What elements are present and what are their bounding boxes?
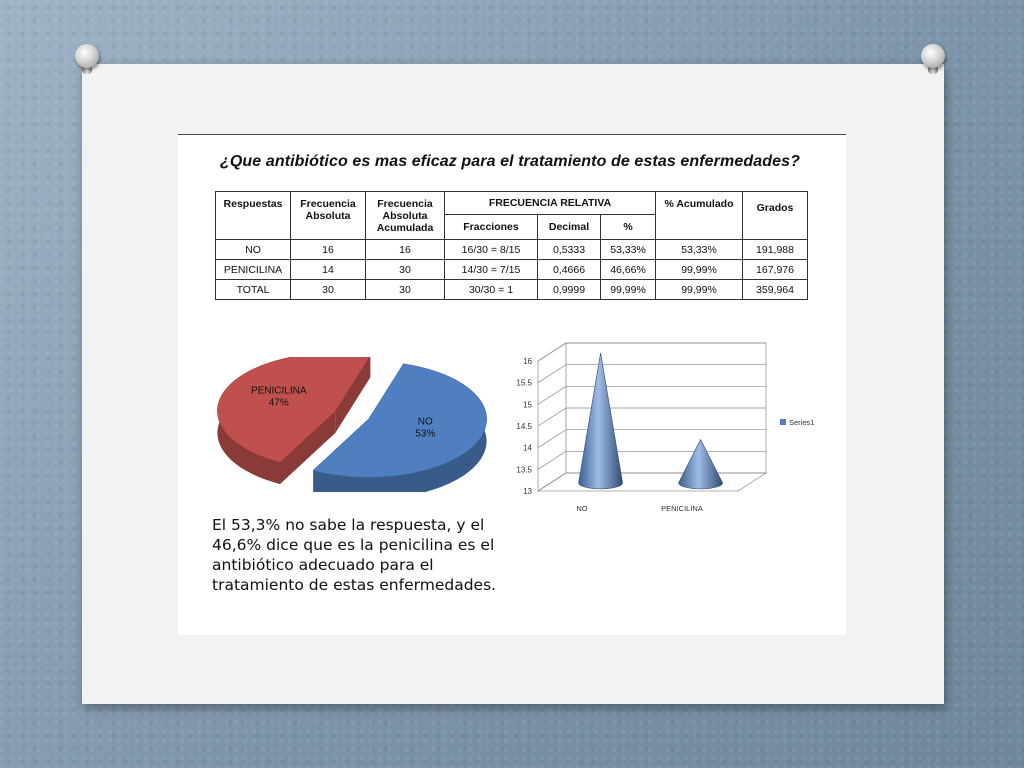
y-tick-label: 15 bbox=[523, 400, 532, 410]
cell: 99,99% bbox=[601, 280, 656, 300]
pie-value-label-penicilina: 47% bbox=[268, 397, 289, 409]
x-tick-label: PENICILINA bbox=[661, 504, 703, 513]
caption-line: tratamiento de estas enfermedades. bbox=[212, 576, 497, 594]
pie-label-no: NO bbox=[417, 416, 433, 428]
caption-line: El 53,3% no sabe la respuesta, y el bbox=[212, 516, 485, 534]
table-row bbox=[216, 260, 808, 280]
cell: 16 bbox=[366, 240, 445, 260]
header-fracciones: Fracciones bbox=[445, 215, 538, 240]
cell: 46,66% bbox=[601, 260, 656, 280]
cell: 14/30 = 7/15 bbox=[445, 260, 538, 280]
cell: 16/30 = 8/15 bbox=[445, 240, 538, 260]
header-respuestas: Respuestas bbox=[216, 192, 291, 240]
pie-label-penicilina: PENICILINA bbox=[250, 385, 307, 397]
header-porcentaje: % bbox=[601, 215, 656, 240]
slide-content bbox=[178, 134, 846, 635]
header-grados: Grados bbox=[743, 192, 808, 240]
cell: 53,33% bbox=[601, 240, 656, 260]
header-text: Frecuencia bbox=[300, 198, 356, 210]
cell: 30 bbox=[366, 280, 445, 300]
table-row bbox=[216, 280, 808, 300]
pie-chart bbox=[204, 357, 494, 492]
caption-line: 46,6% dice que es la penicilina es el bbox=[212, 536, 495, 554]
pushpin-icon bbox=[920, 44, 946, 78]
header-text: Frecuencia bbox=[377, 198, 433, 210]
cell: 30 bbox=[291, 280, 366, 300]
cell: 99,99% bbox=[656, 260, 743, 280]
header-frecuencia-relativa: FRECUENCIA RELATIVA bbox=[445, 192, 656, 215]
header-acumulado: % Acumulado bbox=[656, 192, 743, 240]
question-title: ¿Que antibiótico es mas eficaz para el tratamiento de estas enfermedades? bbox=[220, 153, 800, 170]
header-frecuencia-acumulada bbox=[366, 192, 445, 240]
legend-label: Series1 bbox=[789, 418, 815, 427]
cell: 167,976 bbox=[743, 260, 808, 280]
header-frecuencia-absoluta bbox=[291, 192, 366, 240]
cone-chart bbox=[498, 331, 828, 521]
cell: 16 bbox=[291, 240, 366, 260]
pie-chart-svg bbox=[204, 357, 494, 492]
y-tick-label: 13.5 bbox=[516, 465, 532, 475]
cell: 0,5333 bbox=[538, 240, 601, 260]
cell: 30/30 = 1 bbox=[445, 280, 538, 300]
cell: 30 bbox=[366, 260, 445, 280]
header-text: Absoluta bbox=[305, 210, 351, 222]
y-tick-label: 16 bbox=[523, 357, 532, 366]
header-text: Acumulada bbox=[376, 222, 434, 234]
cell: 191,988 bbox=[743, 240, 808, 260]
y-tick-label: 15.5 bbox=[516, 378, 532, 388]
cell: 0,9999 bbox=[538, 280, 601, 300]
y-tick-label: 14 bbox=[523, 443, 532, 453]
legend-swatch bbox=[780, 419, 786, 425]
y-tick-label: 13 bbox=[523, 487, 532, 496]
cell: 14 bbox=[291, 260, 366, 280]
cell: NO bbox=[216, 240, 291, 260]
cell: 53,33% bbox=[656, 240, 743, 260]
pushpin-icon bbox=[74, 44, 100, 78]
cell: 0,4666 bbox=[538, 260, 601, 280]
table-row bbox=[216, 240, 808, 260]
cell: 99,99% bbox=[656, 280, 743, 300]
conclusion-text bbox=[212, 515, 532, 595]
cell: TOTAL bbox=[216, 280, 291, 300]
cell: 359,964 bbox=[743, 280, 808, 300]
y-tick-label: 14.5 bbox=[516, 422, 532, 431]
caption-line: antibiótico adecuado para el bbox=[212, 556, 434, 574]
frequency-table bbox=[215, 191, 808, 300]
chart-floor bbox=[538, 473, 766, 491]
cone-chart-svg bbox=[498, 331, 828, 521]
cell: PENICILINA bbox=[216, 260, 291, 280]
pie-value-label-no: 53% bbox=[415, 428, 436, 440]
header-decimal: Decimal bbox=[538, 215, 601, 240]
header-text: Absoluta bbox=[382, 210, 428, 222]
x-tick-label: NO bbox=[576, 504, 588, 513]
